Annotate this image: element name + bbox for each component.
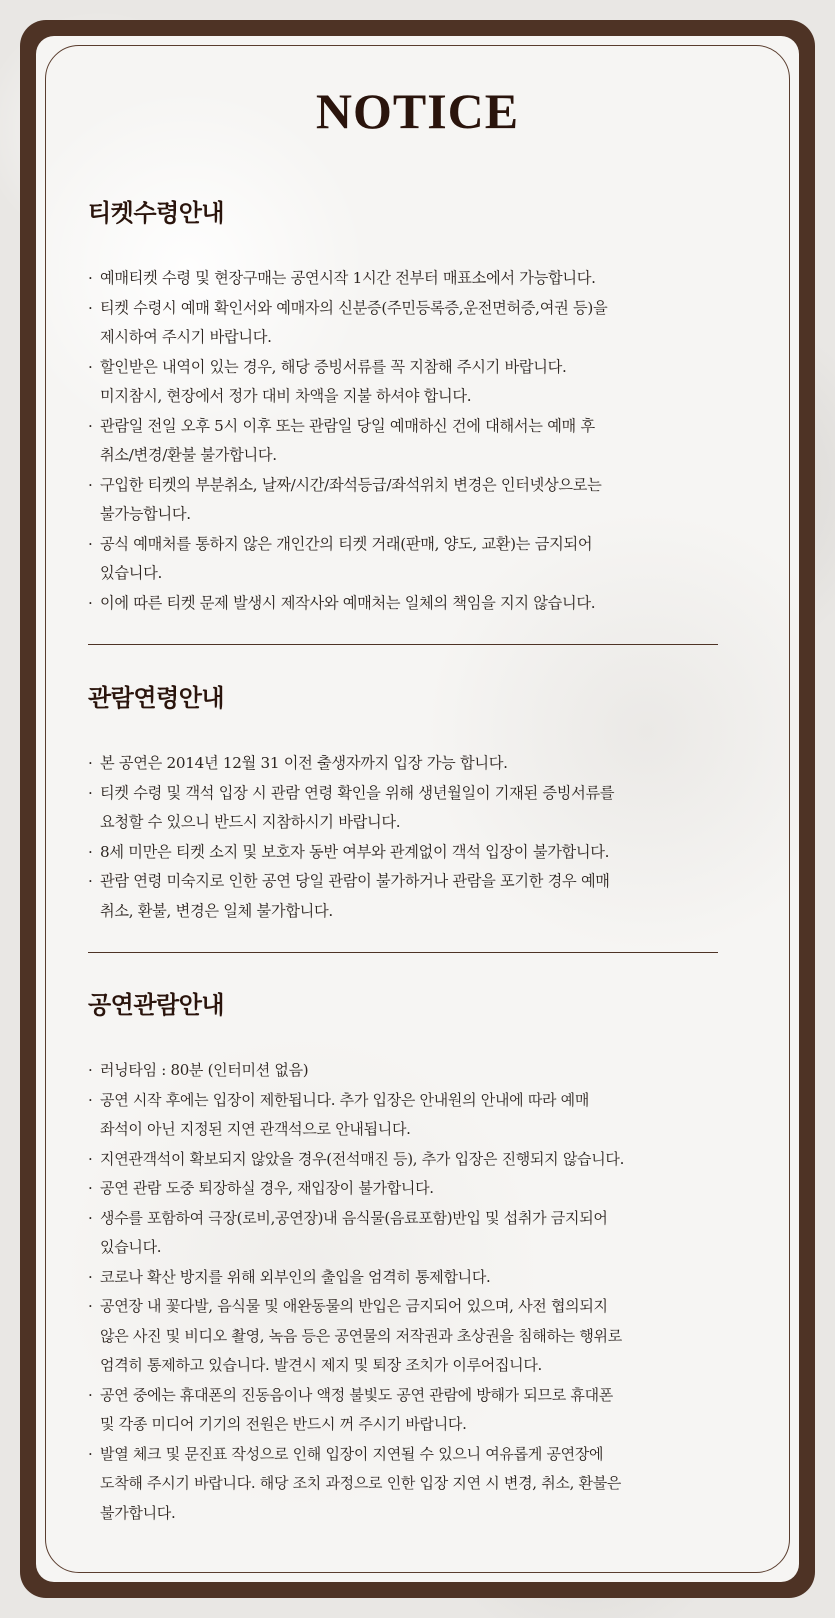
list-item: [88, 867, 748, 926]
list-item-text: 러닝타임 : 80분 (인터미션 없음): [100, 1061, 309, 1079]
list-item-text: 공식 예매처를 통하지 않은 개인간의 티켓 거래(판매, 양도, 교환)는 금지되어 있습니다.: [100, 534, 593, 582]
bullet-icon: ·: [88, 1385, 93, 1404]
list-item: [88, 1056, 748, 1086]
notice-list: [88, 749, 748, 926]
bullet-icon: ·: [88, 1297, 93, 1315]
page-title: NOTICE: [315, 83, 520, 139]
list-item-text: 티켓 수령시 예매 확인서와 예매자의 신분증(주민등록증,운전면허증,여권 등)을 제시하여 주시기 바랍니다.: [100, 298, 608, 346]
list-item-text: 공연장 내 꽃다발, 음식물 및 애완동물의 반입은 금지되어 있으며, 사전 협의되지 않은 사진 및 비디오 촬영, 녹음 등은 공연물의 저작권과 초상권을 침해하는 행위로 엄격히 통제하고 있습니다. 발견시 제지 및 퇴장 조치가 이루어집니다.: [100, 1297, 622, 1374]
list-item-text: 8세 미만은 티켓 소지 및 보호자 동반 여부와 관계없이 객석 입장이 불가합니다.: [100, 842, 610, 861]
section-title: 티켓수령안내: [88, 199, 225, 227]
list-item: [88, 412, 748, 471]
section-viewing-guide: [88, 985, 748, 1528]
list-item: [88, 353, 748, 412]
list-item-text: 코로나 확산 방지를 위해 외부인의 출입을 엄격히 통제합니다.: [100, 1267, 491, 1286]
list-item: [88, 294, 748, 353]
notice-list: [88, 264, 748, 618]
list-item: [88, 1204, 748, 1263]
list-item: [88, 1381, 748, 1440]
list-item-text: 공연 중에는 휴대폰의 진동음이나 액정 불빛도 공연 관람에 방해가 되므로 휴대폰 및 각종 미디어 기기의 전원은 반드시 꺼 주시기 바랍니다.: [100, 1385, 613, 1433]
bullet-icon: ·: [88, 1090, 93, 1109]
bullet-icon: ·: [88, 475, 93, 494]
bullet-icon: ·: [88, 1061, 93, 1079]
list-item-text: 생수를 포함하여 극장(로비,공연장)내 음식물(음료포함)반입 및 섭취가 금지되어 있습니다.: [100, 1208, 608, 1256]
bullet-icon: ·: [88, 1179, 93, 1197]
section-ticket-pickup: [88, 193, 748, 618]
list-item: [88, 530, 748, 589]
list-item: [88, 749, 748, 779]
list-item: [88, 1086, 748, 1145]
list-item: [88, 838, 748, 868]
list-item-text: 이에 따른 티켓 문제 발생시 제작사와 예매처는 일체의 책임을 지지 않습니다.: [100, 593, 596, 612]
list-item: [88, 471, 748, 530]
list-item-text: 지연관객석이 확보되지 않았을 경우(전석매진 등), 추가 입장은 진행되지 않습니다.: [100, 1149, 625, 1168]
list-item-text: 본 공연은 2014년 12월 31 이전 출생자까지 입장 가능 합니다.: [100, 754, 508, 772]
bullet-icon: ·: [88, 1149, 93, 1168]
list-item: [88, 264, 748, 294]
bullet-icon: ·: [88, 872, 93, 890]
section-age-limit: [88, 678, 748, 926]
bullet-icon: ·: [88, 357, 93, 376]
list-item: [88, 1263, 748, 1293]
bullet-icon: ·: [88, 534, 93, 553]
list-item-text: 발열 체크 및 문진표 작성으로 인해 입장이 지연될 수 있으니 여유롭게 공연장에 도착해 주시기 바랍니다. 해당 조치 과정으로 인한 입장 지연 시 변경, 취소, 환불은 불가합니다.: [100, 1444, 622, 1522]
bullet-icon: ·: [88, 593, 93, 612]
list-item-text: 할인받은 내역이 있는 경우, 해당 증빙서류를 꼭 지참해 주시기 바랍니다. 미지참시, 현장에서 정가 대비 차액을 지불 하셔야 합니다.: [100, 357, 567, 405]
section-divider: [88, 952, 718, 953]
list-item-text: 공연 시작 후에는 입장이 제한됩니다. 추가 입장은 안내원의 안내에 따라 예매 좌석이 아닌 지정된 지연 관객석으로 안내됩니다.: [100, 1090, 590, 1138]
bullet-icon: ·: [88, 1267, 93, 1286]
list-item-text: 공연 관람 도중 퇴장하실 경우, 재입장이 불가합니다.: [100, 1179, 434, 1197]
list-item: [88, 1145, 748, 1175]
list-item-text: 관람일 전일 오후 5시 이후 또는 관람일 당일 예매하신 건에 대해서는 예매 후 취소/변경/환불 불가합니다.: [100, 416, 595, 464]
list-item-text: 예매티켓 수령 및 현장구매는 공연시작 1시간 전부터 매표소에서 가능합니다.: [100, 269, 596, 287]
bullet-icon: ·: [88, 269, 93, 287]
list-item: [88, 1440, 748, 1529]
bullet-icon: ·: [88, 1208, 93, 1227]
list-item: [88, 1292, 748, 1381]
bullet-icon: ·: [88, 416, 93, 435]
bullet-icon: ·: [88, 842, 93, 861]
list-item: [88, 779, 748, 838]
section-divider: [88, 644, 718, 645]
section-title: 공연관람안내: [88, 991, 225, 1019]
list-item-text: 티켓 수령 및 객석 입장 시 관람 연령 확인을 위해 생년월일이 기재된 증빙서류를 요청할 수 있으니 반드시 지참하시기 바랍니다.: [100, 783, 615, 831]
list-item-text: 관람 연령 미숙지로 인한 공연 당일 관람이 불가하거나 관람을 포기한 경우 예매 취소, 환불, 변경은 일체 불가합니다.: [100, 872, 610, 920]
bullet-icon: ·: [88, 1444, 93, 1463]
list-item-text: 구입한 티켓의 부분취소, 날짜/시간/좌석등급/좌석위치 변경은 인터넷상으로는 불가능합니다.: [100, 475, 602, 523]
bullet-icon: ·: [88, 783, 93, 802]
notice-list: [88, 1056, 748, 1528]
bullet-icon: ·: [88, 298, 93, 317]
section-title: 관람연령안내: [88, 684, 225, 712]
bullet-icon: ·: [88, 754, 93, 772]
list-item: [88, 1174, 748, 1204]
list-item: [88, 589, 748, 619]
